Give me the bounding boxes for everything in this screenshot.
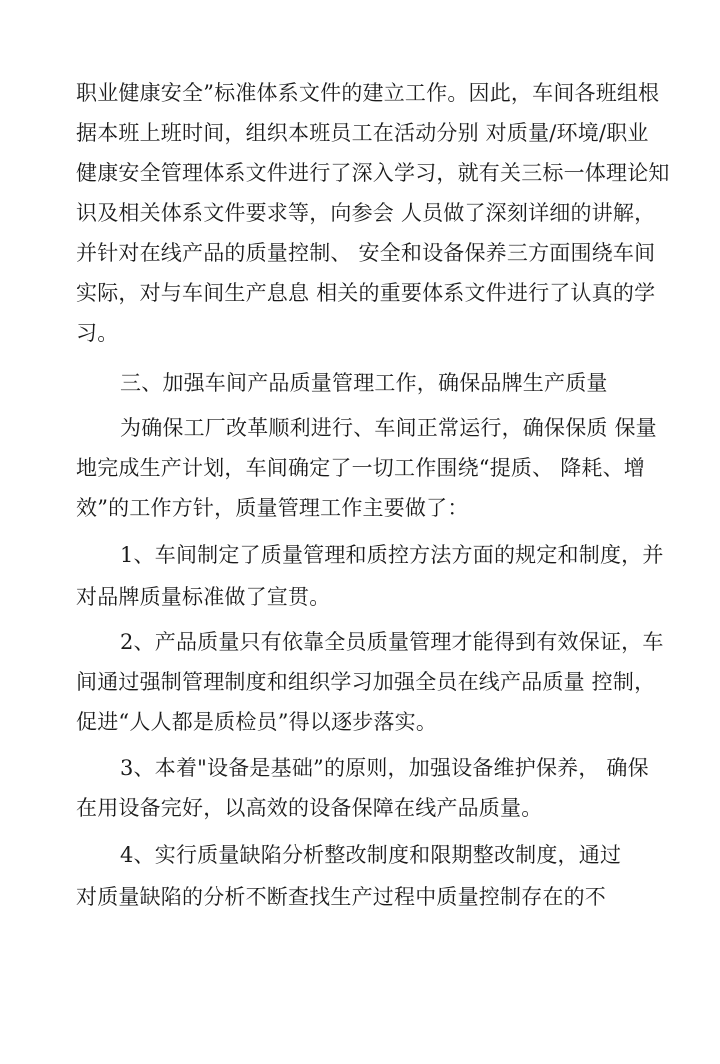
- text-line: 对品牌质量标准做了宣贯。: [76, 585, 331, 609]
- text-line: 并针对在线产品的质量控制、 安全和设备保养三方面围绕车间: [76, 241, 656, 265]
- text-line: 在用设备完好，以高效的设备保障在线产品质量。: [76, 796, 543, 820]
- text-line: 职业健康安全”标准体系文件的建立工作。因此，车间各班组根: [76, 81, 660, 105]
- text-line: 3、本着"设备是基础”的原则，加强设备维护保养， 确保: [120, 756, 649, 780]
- section-heading: 三、加强车间产品质量管理工作，确保品牌生产质量: [120, 371, 608, 395]
- text-line: 效”的工作方针，质量管理工作主要做了：: [76, 496, 469, 520]
- text-line: 识及相关体系文件要求等，向参会 人员做了深刻详细的讲解，: [76, 201, 656, 225]
- text-line: 健康安全管理体系文件进行了深入学习，就有关三标一体理论知: [76, 161, 670, 185]
- text-line: 对质量缺陷的分析不断查找生产过程中质量控制存在的不: [76, 885, 606, 909]
- text-line: 为确保工厂改革顺利进行、车间正常运行，确保保质 保量: [120, 416, 657, 440]
- text-line: 间通过强制管理制度和组织学习加强全员在线产品质量 控制，: [76, 670, 656, 694]
- text-line: 地完成生产计划，车间确定了一切工作围绕“提质、 降耗、增: [76, 456, 646, 480]
- text-line: 习。: [76, 321, 119, 345]
- text-line: 1、车间制定了质量管理和质控方法方面的规定和制度，并: [120, 543, 664, 567]
- text-line: 实际，对与车间生产息息 相关的重要体系文件进行了认真的学: [76, 281, 656, 305]
- text-line: 据本班上班时间，组织本班员工在活动分别 对质量/环境/职业: [76, 121, 649, 145]
- text-line: 2、产品质量只有依靠全员质量管理才能得到有效保证，车: [120, 630, 664, 654]
- text-line: 促进“人人都是质检员”得以逐步落实。: [76, 710, 438, 734]
- text-line: 4、实行质量缺陷分析整改制度和限期整改制度，通过: [120, 843, 622, 867]
